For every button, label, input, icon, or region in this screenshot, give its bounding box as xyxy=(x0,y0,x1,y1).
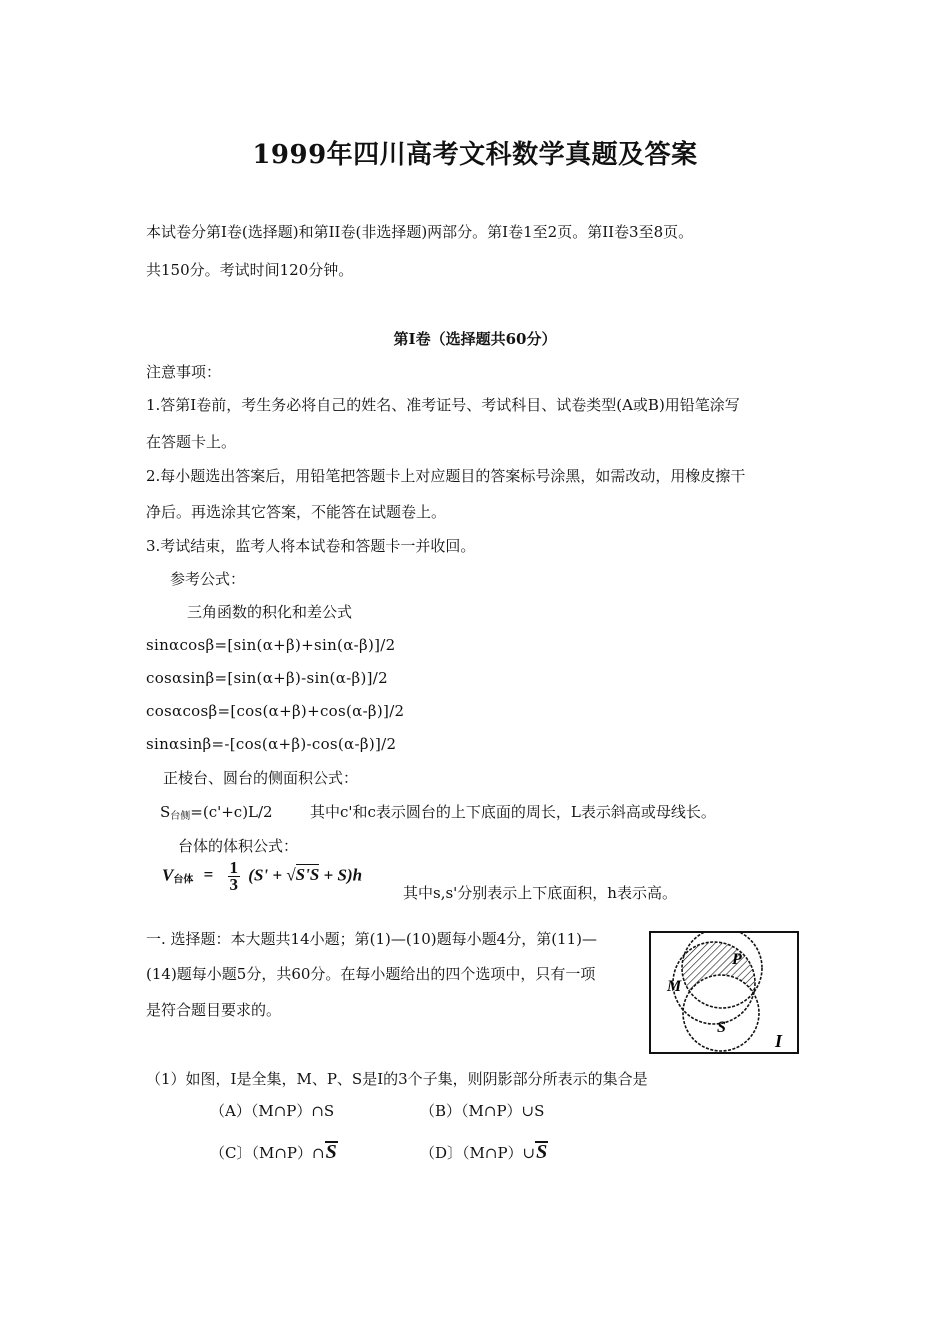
lateral-formula-body: =(c'+c)L/2 xyxy=(190,803,273,821)
trig-heading: 三角函数的积化和差公式 xyxy=(187,603,353,621)
label-S: S xyxy=(717,1019,726,1036)
reference-heading: 参考公式： xyxy=(170,570,246,588)
volume-fraction xyxy=(228,860,241,893)
option-B: （B）（M∩P）∪S xyxy=(420,1102,545,1120)
label-I: I xyxy=(775,1031,783,1051)
option-D xyxy=(420,1141,548,1163)
volume-subscript: 台体 xyxy=(173,874,194,886)
volume-term-b: + S)h xyxy=(319,865,363,885)
option-C-text: （C〕（M∩P）∩ xyxy=(210,1144,325,1162)
note-2-line-2: 净后。再选涂其它答案，不能答在试题卷上。 xyxy=(146,503,447,521)
trig-formula-1: sinαcosβ=[sin(α+β)+sin(α-β)]/2 xyxy=(146,636,396,654)
notes-heading: 注意事项： xyxy=(146,363,222,381)
volume-V: V xyxy=(162,865,174,885)
venn-diagram xyxy=(649,931,801,1057)
volume-formula xyxy=(162,860,362,893)
part1-line-3: 是符合题目要求的。 xyxy=(146,1001,282,1019)
volume-root: S'S xyxy=(295,865,320,885)
S-complement: S xyxy=(536,1141,548,1163)
S-complement: S xyxy=(325,1141,337,1163)
option-D-text: （D〕（M∩P）∪ xyxy=(420,1144,536,1162)
part1-line-2: (14)题每小题5分，共60分。在每小题给出的四个选项中，只有一项 xyxy=(146,965,596,983)
volume-equals: = xyxy=(203,865,214,885)
part1-line-1: 一. 选择题：本大题共14小题；第(1)—(10)题每小题4分，第(11)— xyxy=(146,930,597,948)
page-title: 1999年四川高考文科数学真题及答案 xyxy=(252,140,698,170)
sqrt-sign: √ xyxy=(286,865,296,885)
note-1-line-1: 1.答第Ⅰ卷前，考生务必将自己的姓名、准考证号、考试科目、试卷类型(A或B)用铅笔涂写 xyxy=(146,396,740,414)
intro-line-1: 本试卷分第Ⅰ卷(选择题)和第II卷(非选择题)两部分。第Ⅰ卷1至2页。第II卷3至8页。 xyxy=(146,223,694,241)
note-2-line-1: 2.每小题选出答案后，用铅笔把答题卡上对应题目的答案标号涂黑，如需改动，用橡皮擦干 xyxy=(146,467,746,485)
volume-note: 其中s,s'分别表示上下底面积，h表示高。 xyxy=(403,884,677,902)
lateral-formula xyxy=(160,802,273,827)
intro-line-2: 共150分。考试时间120分钟。 xyxy=(146,261,354,279)
volume-heading: 台体的体积公式： xyxy=(178,837,299,855)
volume-fraction-denominator: 3 xyxy=(229,875,239,894)
note-1-line-2: 在答题卡上。 xyxy=(146,433,237,451)
trig-formula-3: cosαcosβ=[cos(α+β)+cos(α-β)]/2 xyxy=(146,702,405,720)
label-P: P xyxy=(732,951,742,968)
volume-fraction-numerator: 1 xyxy=(229,858,239,877)
lateral-S: S xyxy=(160,803,171,821)
lateral-note: 其中c'和c表示圆台的上下底面的周长，L表示斜高或母线长。 xyxy=(310,803,716,821)
volume-term-a: (S' + xyxy=(248,865,287,885)
section-title: 第Ⅰ卷（选择题共60分） xyxy=(393,330,557,348)
trig-formula-2: cosαsinβ=[sin(α+β)-sin(α-β)]/2 xyxy=(146,669,388,687)
lateral-subscript: 台侧 xyxy=(170,811,191,822)
option-A: （A）（M∩P）∩S xyxy=(210,1102,335,1120)
question-1-stem: （1）如图，I是全集，M、P、S是I的3个子集，则阴影部分所表示的集合是 xyxy=(146,1070,648,1088)
trig-formula-4: sinαsinβ=-[cos(α+β)-cos(α-β)]/2 xyxy=(146,735,397,753)
label-M: M xyxy=(667,978,682,995)
note-3: 3.考试结束，监考人将本试卷和答题卡一并收回。 xyxy=(146,537,476,555)
lateral-heading: 正棱台、圆台的侧面积公式： xyxy=(163,769,359,787)
option-C xyxy=(210,1141,338,1163)
